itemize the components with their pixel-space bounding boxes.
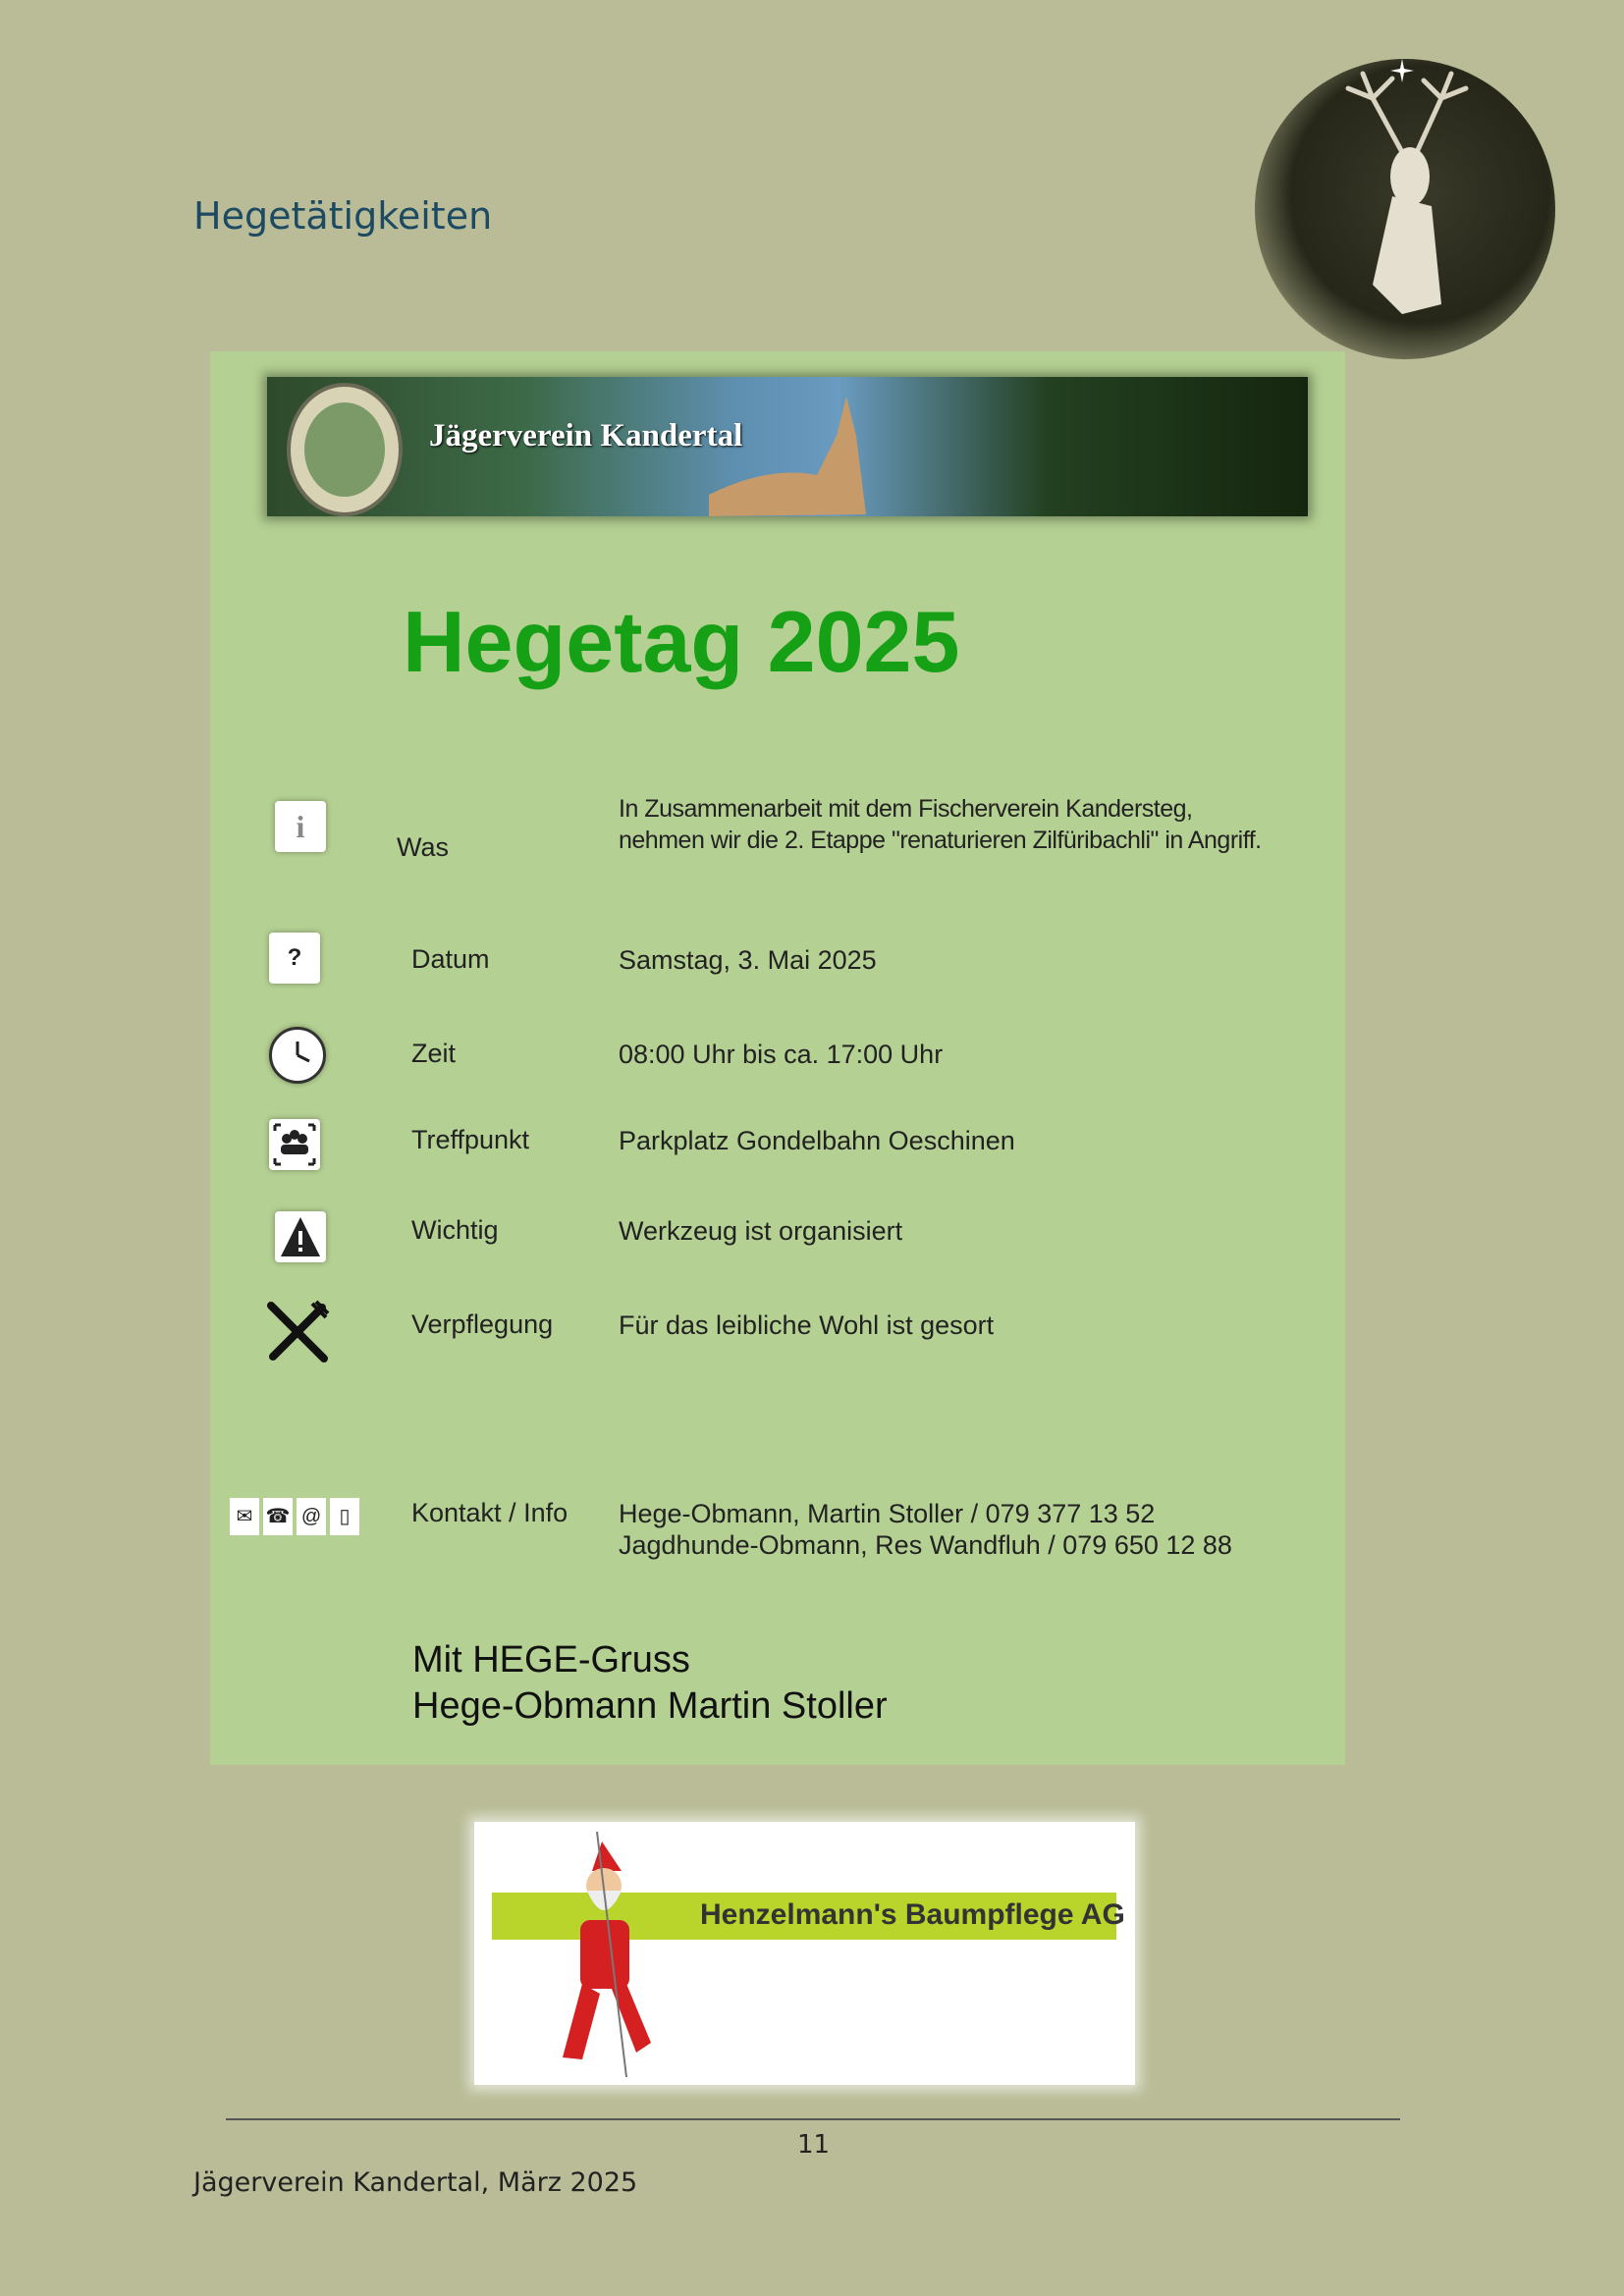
row-value: 08:00 Uhr bis ca. 17:00 Uhr [619, 1040, 944, 1069]
deer-icon [1255, 59, 1555, 359]
row-value: Parkplatz Gondelbahn Oeschinen [619, 1126, 1015, 1155]
section-title: Hegetätigkeiten [193, 194, 493, 238]
row-label: Verpflegung [411, 1309, 554, 1339]
clock-icon [269, 1027, 326, 1084]
info-icon: i [275, 801, 326, 852]
sponsor-ad [474, 1822, 1135, 2085]
banner-title: Jägerverein Kandertal [429, 418, 743, 454]
closing-signature [412, 1637, 888, 1730]
deer-medallion-image [1255, 59, 1555, 359]
club-banner [267, 377, 1308, 516]
row-value-line: In Zusammenarbeit mit dem Fischerverein Kandersteg, [619, 795, 1193, 823]
phone-icon: ☎ [263, 1498, 293, 1535]
mail-icon: ✉ [230, 1498, 259, 1535]
row-value-line: Jagdhunde-Obmann, Res Wandfluh / 079 650 12 88 [619, 1530, 1232, 1560]
row-label: Datum [411, 944, 490, 974]
calendar-icon: ? [269, 933, 320, 984]
meeting-point-icon [269, 1119, 320, 1170]
warning-icon [275, 1211, 326, 1262]
row-value [619, 793, 1262, 856]
ad-company-name: Henzelmann's Baumpflege AG [700, 1898, 1125, 1931]
row-value-line: Hege-Obmann, Martin Stoller / 079 377 13 52 [619, 1499, 1156, 1528]
chamois-icon [689, 377, 886, 516]
row-value: Samstag, 3. Mai 2025 [619, 945, 877, 975]
footer-divider [226, 2118, 1400, 2120]
row-value [619, 1498, 1232, 1561]
row-label: Treffpunkt [411, 1125, 530, 1154]
row-label: Wichtig [411, 1215, 499, 1245]
at-icon: @ [297, 1498, 326, 1535]
hegetag-flyer [210, 351, 1345, 1765]
mobile-icon: ▯ [330, 1498, 359, 1535]
row-label: Zeit [411, 1039, 457, 1068]
row-value-line: nehmen wir die 2. Etappe "renaturieren Zilfüribachli" in Angriff. [619, 827, 1262, 854]
row-value: Werkzeug ist organisiert [619, 1216, 903, 1246]
footer-text: Jägerverein Kandertal, März 2025 [193, 2167, 638, 2198]
row-label: Kontakt / Info [411, 1498, 568, 1527]
closing-line: Hege-Obmann Martin Stoller [412, 1685, 888, 1727]
flyer-title: Hegetag 2025 [403, 593, 960, 690]
page-number: 11 [797, 2130, 831, 2160]
club-logo [287, 383, 403, 516]
row-value: Für das leibliche Wohl ist gesort [619, 1310, 995, 1340]
closing-line: Mit HEGE-Gruss [412, 1639, 690, 1681]
row-label: Was [397, 832, 449, 862]
arborist-gnome-icon [543, 1832, 651, 2077]
contact-icons [230, 1498, 359, 1535]
fork-knife-icon [265, 1300, 330, 1364]
